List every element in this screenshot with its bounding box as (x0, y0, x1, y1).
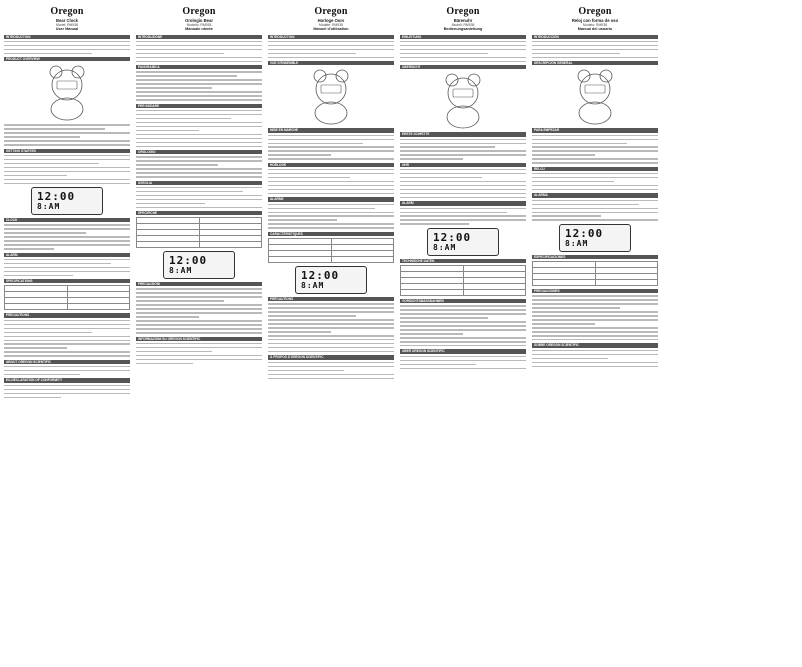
body-text-block (268, 303, 394, 352)
body-text-block (4, 366, 130, 375)
section-heading: INFORMAZIONI SU OREGON SCIENTIFIC (136, 337, 262, 341)
section-heading: TECHNISCHE DATEN (400, 259, 526, 263)
section-heading: GETTING STARTED (4, 149, 130, 153)
model-number: Modello: RM938 (186, 23, 212, 27)
body-text-block (4, 41, 130, 54)
section-heading: SVEGLIA (136, 181, 262, 185)
manual-title: Bedienungsanleitung (443, 27, 483, 31)
body-text-block (136, 288, 262, 333)
body-text-block (136, 187, 262, 208)
section-heading: HORLOGE (268, 163, 394, 167)
body-text-block (4, 259, 130, 276)
section-heading: INTRODUCTION (4, 35, 130, 39)
body-text-block (268, 204, 394, 229)
manual-title: Manuale utente (185, 27, 213, 31)
lcd-alarm: 8:AM (565, 238, 589, 248)
lcd-alarm: 8:AM (433, 242, 457, 252)
column-spanish (532, 6, 658, 661)
lcd-alarm: 8:AM (37, 202, 61, 212)
section-heading: PRECAUZIONI (136, 282, 262, 286)
section-heading: ÜBER OREGON SCIENTIFIC (400, 349, 526, 353)
section-heading: DESCRIPCIÓN GENERAL (532, 61, 658, 65)
column-header (4, 6, 130, 32)
body-text-block (268, 135, 394, 160)
section-heading: VORSICHTSMASSNAHMEN (400, 299, 526, 303)
column-header (268, 6, 394, 32)
section-heading: SPECIFICATIONS (4, 279, 130, 283)
body-text-block (532, 173, 658, 190)
body-text-block (268, 362, 394, 379)
lcd-alarm: 8:AM (301, 281, 325, 291)
product-name: Horloge Ours (317, 18, 345, 23)
section-heading: PARA EMPEZAR (532, 128, 658, 132)
section-heading: PRECAUCIONES (532, 289, 658, 293)
bear-figure (4, 63, 130, 121)
lcd-time: 12:00 (301, 269, 340, 283)
column-french (268, 6, 394, 661)
lcd-display-figure (427, 228, 499, 256)
spec-table (400, 265, 526, 296)
column-header (400, 6, 526, 32)
section-heading: EINLEITUNG (400, 35, 526, 39)
spec-table (4, 285, 130, 310)
section-heading: À PROPOS D'OREGON SCIENTIFIC (268, 355, 394, 359)
brand-logo: Oregon (578, 6, 612, 17)
lcd-time: 12:00 (433, 230, 472, 244)
column-italian (136, 6, 262, 661)
lcd-display-figure (295, 266, 367, 294)
section-heading: PANORAMICA (136, 65, 262, 69)
bear-clock-icon (37, 63, 97, 121)
column-header (136, 6, 262, 32)
spec-table (136, 217, 262, 248)
body-text-block (4, 124, 130, 145)
bear-clock-icon (433, 71, 493, 129)
column-continuation (668, 6, 794, 661)
model-number: Modèle: RM938 (319, 23, 343, 27)
body-text-block (532, 295, 658, 340)
body-text-block (400, 208, 526, 225)
lcd-time: 12:00 (565, 226, 604, 240)
lcd-alarm: 8:AM (169, 266, 193, 276)
model-number: Modell: RM938 (451, 23, 475, 27)
section-heading: ERSTE SCHRITTE (400, 132, 526, 136)
body-text-block (400, 169, 526, 198)
section-heading: ALARMA (532, 193, 658, 197)
bear-figure (268, 67, 394, 125)
spec-table (532, 261, 658, 286)
lcd-time: 12:00 (37, 190, 76, 204)
brand-logo: Oregon (50, 6, 84, 17)
section-heading: OROLOGIO (136, 150, 262, 154)
section-heading: RELOJ (532, 167, 658, 171)
body-text-block (136, 156, 262, 177)
section-heading: ÜBERSICHT (400, 65, 526, 69)
section-heading: ABOUT OREGON SCIENTIFIC (4, 360, 130, 364)
section-heading: INTRODUCCIÓN (532, 35, 658, 39)
section-heading: PRECAUTIONS (4, 313, 130, 317)
column-german (400, 6, 526, 661)
body-text-block (532, 135, 658, 164)
bear-clock-icon (565, 67, 625, 125)
lcd-time: 12:00 (169, 254, 208, 268)
section-heading: PRODUCT OVERVIEW (4, 57, 130, 61)
body-text-block (400, 305, 526, 346)
section-heading: SOBRE OREGON SCIENTIFIC (532, 343, 658, 347)
body-text-block (136, 343, 262, 364)
spec-table (268, 238, 394, 263)
body-text-block (136, 71, 262, 100)
section-heading: SPECIFICHE (136, 211, 262, 215)
body-text-block (136, 41, 262, 62)
section-heading: ALARM (400, 201, 526, 205)
body-text-block (532, 41, 658, 58)
product-name: Reloj con forma de oso (571, 18, 619, 23)
body-text-block (268, 169, 394, 194)
product-name: Bear Clock (56, 18, 78, 23)
body-text-block (4, 155, 130, 184)
lcd-display-figure (31, 187, 103, 215)
section-heading: MISE EN MARCHE (268, 128, 394, 132)
product-name: Orologio Bear (185, 18, 213, 23)
section-heading: VUE D'ENSEMBLE (268, 61, 394, 65)
lcd-display-figure (163, 251, 235, 279)
brand-logo: Oregon (182, 6, 216, 17)
brand-logo: Oregon (314, 6, 348, 17)
section-heading: CLOCK (4, 218, 130, 222)
column-header (532, 6, 658, 32)
section-heading: INTRODUZIONE (136, 35, 262, 39)
body-text-block (268, 41, 394, 58)
body-text-block (4, 224, 130, 249)
section-heading: ESPECIFICACIONES (532, 255, 658, 259)
section-heading: EU-DECLARATION OF CONFORMITY (4, 378, 130, 382)
bear-figure (532, 67, 658, 125)
lcd-display-figure (559, 224, 631, 252)
body-text-block (4, 385, 130, 398)
bear-clock-icon (301, 67, 361, 125)
brand-logo: Oregon (446, 6, 480, 17)
body-text-block (136, 110, 262, 147)
bear-figure (400, 71, 526, 129)
body-text-block (400, 41, 526, 62)
section-heading: CARACTÉRISTIQUES (268, 232, 394, 236)
body-text-block (4, 320, 130, 357)
section-heading: ALARME (268, 197, 394, 201)
section-heading: ALARM (4, 253, 130, 257)
manual-title: Manual del usuario (577, 27, 613, 31)
body-text-block (532, 200, 658, 221)
body-text-block (400, 139, 526, 160)
manual-title: User Manual (55, 27, 79, 31)
section-heading: PRÉCAUTIONS (268, 297, 394, 301)
section-heading: PER INIZIARE (136, 104, 262, 108)
column-english (4, 6, 130, 661)
section-heading: INTRODUCTION (268, 35, 394, 39)
model-number: Model: RM938 (55, 23, 79, 27)
section-heading: UHR (400, 163, 526, 167)
model-number: Modelo: RM938 (583, 23, 607, 27)
product-name: Bärenuhr (453, 18, 473, 23)
body-text-block (532, 350, 658, 367)
body-text-block (400, 356, 526, 369)
manual-title: Manuel d'utilisation (313, 27, 349, 31)
